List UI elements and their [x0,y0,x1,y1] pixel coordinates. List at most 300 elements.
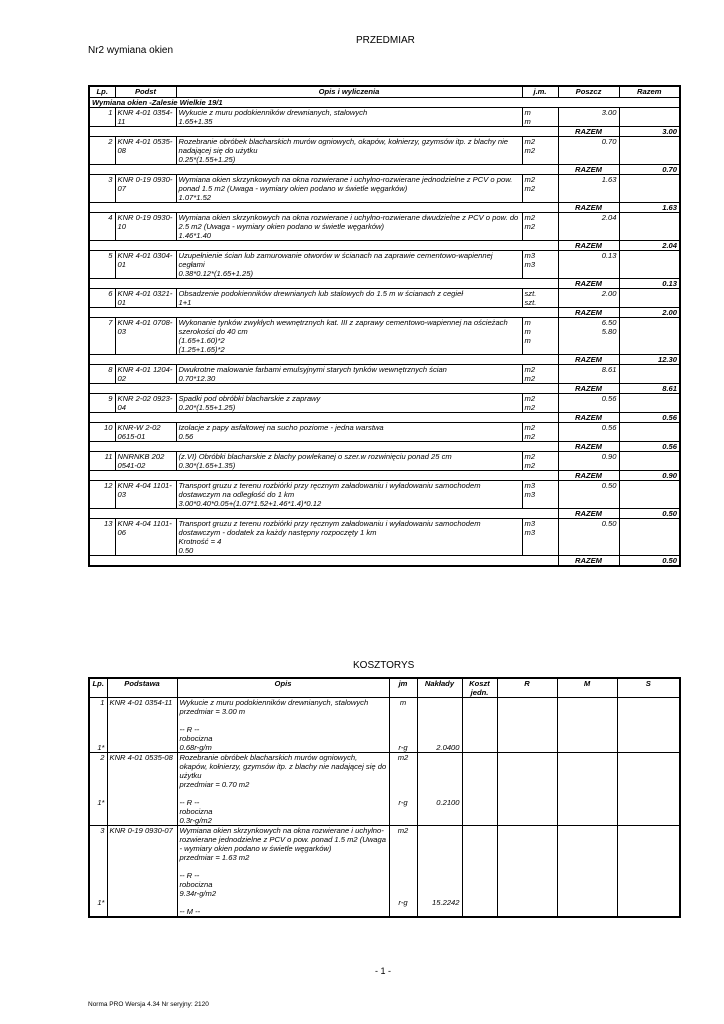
item-lp: 9 [89,394,115,413]
razem-blank [89,308,558,318]
item-desc: Uzupełnienie ścian lub zamurowanie otworów w ścianach na zaprawie cementowo-wapiennej cegłami [178,251,493,269]
k-empty-cell [497,826,557,918]
line-jm: m2 [524,222,536,231]
k-m-head: -- M -- [179,907,201,916]
item-lp: 7 [89,318,115,355]
k-empty-cell [497,698,557,753]
razem-row [89,556,680,567]
spacer [392,835,415,898]
k-col-koszt: Koszt jedn. [462,678,497,698]
razem-row [89,127,680,137]
item-podst: KNR 4-01 0535-08 [115,137,176,165]
item-desc: (z.VI) Obróbki blacharskie z blachy powlekanej o szer.w rozwinięciu ponad 25 cm [178,452,452,461]
k-r-head: -- R -- [179,871,200,880]
k-empty-cell [462,826,497,918]
item-calc: 1.65+1.35 [178,117,213,126]
item-podst: NNRNKB 202 0541-02 [115,452,176,471]
k-col-m: M [557,678,617,698]
spacer [92,835,105,898]
item-calc: 1+1 [178,298,192,307]
razem-blank [89,203,558,213]
item-poszcz-cell [558,318,619,355]
item-jm-cell [522,452,558,471]
k-jm: m2 [397,826,409,835]
item-podst: KNR 0-19 0930-07 [115,175,176,203]
razem-row [89,355,680,365]
k-lp-cell [89,826,107,918]
item-poszcz-cell [558,137,619,165]
razem-row [89,471,680,481]
item-lp: 2 [89,137,115,165]
document-title: PRZEDMIAR [356,35,415,46]
spacer [392,707,415,743]
col-poszcz: Poszcz [558,86,619,98]
item-lp: 6 [89,289,115,308]
k-norm: 0.3r-g/m2 [179,816,212,825]
razem-value: 0.56 [619,442,680,452]
kosztorys-header [89,678,680,698]
razem-label: RAZEM [558,442,619,452]
k-col-r: R [497,678,557,698]
item-jm-cell [522,394,558,413]
line-jm: m3 [524,490,536,499]
col-lp: Lp. [89,86,115,98]
item-lp: 10 [89,423,115,442]
item-opis [176,175,522,203]
k-podst: KNR 0-19 0930-07 [107,826,177,918]
przedmiar-row [89,251,680,279]
k-sublp: 1* [97,743,105,752]
k-przedmiar: przedmiar = 1.63 m2 [179,853,250,862]
item-calc: 0.38*0.12*(1.65+1.25) [178,269,254,278]
item-opis [176,318,522,355]
k-sublp: 1* [97,798,105,807]
item-podst: KNR 4-01 0321-01 [115,289,176,308]
k-opis-cell [177,753,389,826]
k-sublp: 1* [97,898,105,907]
item-lp: 8 [89,365,115,384]
item-podst: KNR 4-04 1101-06 [115,519,176,556]
item-jm: m [524,318,531,327]
razem-row [89,203,680,213]
item-desc: Spadki pod obróbki blacharskie z zaprawy [178,394,321,403]
k-lp: 1 [100,698,105,707]
razem-blank [89,556,558,567]
line-jm: m [524,117,531,126]
k-sub: robocizna [179,734,213,743]
item-poszcz-cell [558,519,619,556]
item-poszcz-cell [558,108,619,127]
item-poszcz-cell [558,452,619,471]
line-jm: m2 [524,374,536,383]
przedmiar-row [89,481,680,509]
k-lp-cell [89,698,107,753]
razem-value: 0.90 [619,471,680,481]
item-jm-cell [522,213,558,241]
razem-value: 2.04 [619,241,680,251]
k-przedmiar: przedmiar = 0.70 m2 [179,780,250,789]
item-calc: 0.50 [178,546,194,555]
page-number: - 1 - [375,966,392,976]
line-val: 2.00 [601,289,617,298]
item-podst: KNR 4-01 0354-11 [115,108,176,127]
item-desc: Wymiana okien skrzynkowych na okna rozwierane i uchylno-rozwierane jednodzielne z PCV o pow. ponad 1.5 m2 (Uwaga - wymiary okien podano w świetle węgarków) [178,175,513,193]
item-razem-empty [619,213,680,241]
item-poszcz-cell [558,481,619,509]
item-razem-empty [619,318,680,355]
k-subjm: r-g [398,743,408,752]
line-jm: m [524,327,531,336]
k-lp: 2 [100,753,105,762]
spacer [92,707,105,743]
item-desc: Wykucie z muru podokienników drewnianych, stalowych [178,108,368,117]
razem-blank [89,279,558,289]
item-razem-empty [619,481,680,509]
item-podst: KNR 0-19 0930-10 [115,213,176,241]
item-jm-cell [522,519,558,556]
przedmiar-row [89,423,680,442]
item-extra: Krotność = 4 [178,537,222,546]
line-val: 0.56 [601,423,617,432]
k-naklad: 15.2242 [432,898,460,907]
line-jm: m3 [524,528,536,537]
razem-row [89,442,680,452]
przedmiar-header [89,86,680,98]
przedmiar-row [89,452,680,471]
item-jm-cell [522,137,558,165]
item-lp: 12 [89,481,115,509]
razem-label: RAZEM [558,355,619,365]
k-naklad-cell [417,826,462,918]
item-opis [176,452,522,471]
razem-value: 2.00 [619,308,680,318]
k-sub: robocizna [179,880,213,889]
razem-blank [89,127,558,137]
item-razem-empty [619,175,680,203]
item-calc: 0.25*(1.55+1.25) [178,155,236,164]
razem-row [89,384,680,394]
item-jm-cell [522,423,558,442]
item-jm: m3 [524,519,536,528]
k-naklad-cell [417,698,462,753]
software-footer: Norma PRO Wersja 4.34 Nr seryjny: 2120 [88,1001,209,1008]
item-lp: 11 [89,452,115,471]
razem-label: RAZEM [558,165,619,175]
razem-value: 8.61 [619,384,680,394]
k-naklad: 2.0400 [436,743,460,752]
item-calc: 1.07*1.52 [178,193,212,202]
k-jm: m2 [397,753,409,762]
spacer [420,826,460,898]
razem-row [89,165,680,175]
k-podst: KNR 4-01 0354-11 [107,698,177,753]
col-opis: Opis i wyliczenia [176,86,522,98]
item-desc: Transport gruzu z terenu rozbiórki przy ręcznym załadowaniu i wyładowaniu samochodem dostawczym na odległość do 1 km [178,481,481,499]
item-calc: 0.56 [178,432,194,441]
item-razem-empty [619,137,680,165]
line-jm: m2 [524,184,536,193]
razem-row [89,509,680,519]
item-calc: (1.65+1.60)*2 [178,336,225,345]
przedmiar-row [89,318,680,355]
item-razem-empty [619,423,680,442]
item-calc: (1.25+1.65)*2 [178,345,225,354]
razem-value: 0.70 [619,165,680,175]
spacer [180,716,387,725]
item-opis [176,108,522,127]
line-val: 6.50 [601,318,617,327]
item-razem-empty [619,251,680,279]
item-desc: Wymiana okien skrzynkowych na okna rozwierane i uchylno-rozwierane dwudzielne z PCV o pow. do 2.5 m2 (Uwaga - wymiary okien podano w świetle węgarków) [178,213,519,231]
item-calc: 0.30*(1.65+1.35) [178,461,236,470]
razem-value: 0.50 [619,509,680,519]
item-opis [176,423,522,442]
line-val: 0.70 [601,137,617,146]
k-opis-cell [177,698,389,753]
item-calc: 0.70*12.30 [178,374,216,383]
k-empty-cell [497,753,557,826]
razem-value: 1.63 [619,203,680,213]
item-poszcz-cell [558,213,619,241]
k-opis-cell [177,826,389,918]
item-lp: 4 [89,213,115,241]
k-empty-cell [617,826,680,918]
item-razem-empty [619,289,680,308]
section-title: Wymiana okien -Zalesie Wielkie 19/1 [89,98,680,108]
razem-label: RAZEM [558,509,619,519]
przedmiar-row [89,137,680,165]
item-podst: KNR 4-01 1204-02 [115,365,176,384]
k-empty-cell [617,753,680,826]
kosztorys-table [88,677,681,918]
razem-blank [89,165,558,175]
razem-label: RAZEM [558,308,619,318]
item-poszcz-cell [558,423,619,442]
przedmiar-row [89,108,680,127]
razem-value: 12.30 [619,355,680,365]
item-jm-cell [522,251,558,279]
k-podst: KNR 4-01 0535-08 [107,753,177,826]
razem-value: 0.50 [619,556,680,567]
item-jm-cell [522,481,558,509]
item-lp: 5 [89,251,115,279]
item-jm: m2 [524,365,536,374]
item-jm-cell [522,289,558,308]
line-jm: m2 [524,403,536,412]
col-razem: Razem [619,86,680,98]
line-val: 2.04 [601,213,617,222]
line-jm: szt. [524,298,537,307]
k-jm-cell [389,826,417,918]
item-calc: 0.20*(1.55+1.25) [178,403,236,412]
spacer [420,698,460,743]
line-val: 5.80 [601,327,617,336]
item-desc: Wykonanie tynków zwykłych wewnętrznych kat. III z zaprawy cementowo-wapiennej na ościeżach szerokości do 40 cm [178,318,508,336]
razem-label: RAZEM [558,127,619,137]
k-norm: 0.68r-g/m [179,743,212,752]
col-jm: j.m. [522,86,558,98]
k-naklad-cell [417,753,462,826]
item-jm-cell [522,108,558,127]
k-naklad: 0.2100 [436,798,460,807]
kosztorys-row [89,826,680,918]
k-empty-cell [617,698,680,753]
razem-label: RAZEM [558,556,619,567]
spacer [180,862,387,871]
item-razem-empty [619,108,680,127]
line-val: 0.90 [601,452,617,461]
razem-blank [89,471,558,481]
k-opis: Wykucie z muru podokienników drewnianych, stalowych [179,698,369,707]
line-jm: m2 [524,146,536,155]
k-subjm: r-g [398,798,408,807]
line-val: 3.00 [601,108,617,117]
k-col-lp: Lp. [89,678,107,698]
k-sub: robocizna [179,807,213,816]
item-opis [176,481,522,509]
razem-row [89,279,680,289]
line-val: 0.50 [601,481,617,490]
line-val: 0.50 [601,519,617,528]
razem-blank [89,442,558,452]
k-col-s: S [617,678,680,698]
item-jm: szt. [524,289,537,298]
razem-label: RAZEM [558,279,619,289]
item-podst: KNR-W 2-02 0615-01 [115,423,176,442]
k-col-opis: Opis [177,678,389,698]
item-jm: m2 [524,213,536,222]
item-opis [176,519,522,556]
k-col-jm: jm [389,678,417,698]
k-empty-cell [557,753,617,826]
item-poszcz-cell [558,365,619,384]
item-lp: 3 [89,175,115,203]
k-norm: 9.34r-g/m2 [179,889,217,898]
line-jm: m3 [524,260,536,269]
item-desc: Izolacje z papy asfaltowej na sucho poziome - jedna warstwa [178,423,384,432]
k-przedmiar: przedmiar = 3.00 m [179,707,246,716]
k-jm-cell [389,753,417,826]
razem-label: RAZEM [558,471,619,481]
razem-value: 3.00 [619,127,680,137]
razem-row [89,241,680,251]
item-jm: m2 [524,394,536,403]
item-jm: m2 [524,452,536,461]
item-jm: m2 [524,175,536,184]
k-empty-cell [557,826,617,918]
kosztorys-row [89,698,680,753]
k-r-head: -- R -- [179,798,200,807]
item-calc: 1.46*1.40 [178,231,212,240]
line-jm: m2 [524,461,536,470]
k-jm-cell [389,698,417,753]
k-col-podstawa: Podstawa [107,678,177,698]
razem-value: 0.13 [619,279,680,289]
item-opis [176,365,522,384]
item-lp: 1 [89,108,115,127]
item-podst: KNR 4-01 0708-03 [115,318,176,355]
item-opis [176,213,522,241]
item-poszcz-cell [558,394,619,413]
razem-row [89,413,680,423]
spacer [92,762,105,798]
k-empty-cell [557,698,617,753]
razem-blank [89,355,558,365]
item-razem-empty [619,452,680,471]
k-subjm: r-g [398,898,408,907]
razem-label: RAZEM [558,203,619,213]
line-jm: m [524,336,531,345]
razem-blank [89,241,558,251]
razem-blank [89,384,558,394]
przedmiar-row [89,213,680,241]
item-jm: m3 [524,481,536,490]
line-val: 1.63 [601,175,617,184]
przedmiar-row [89,394,680,413]
k-r-head: -- R -- [179,725,200,734]
item-podst: KNR 2-02 0923-04 [115,394,176,413]
razem-row [89,308,680,318]
kosztorys-title: KOSZTORYS [353,660,415,671]
k-opis: Rozebranie obróbek blacharskich murów ogniowych, okapów, kołnierzy, gzymsów itp. z blachy nie nadającej się do użytku [179,753,387,780]
razem-blank [89,509,558,519]
razem-label: RAZEM [558,413,619,423]
spacer [420,753,460,798]
item-podst: KNR 4-04 1101-03 [115,481,176,509]
item-opis [176,137,522,165]
przedmiar-table [88,85,681,567]
razem-label: RAZEM [558,384,619,394]
line-val: 8.61 [601,365,617,374]
item-razem-empty [619,365,680,384]
item-jm: m2 [524,423,536,432]
k-jm: m [399,698,407,707]
item-razem-empty [619,394,680,413]
item-poszcz-cell [558,289,619,308]
item-desc: Obsadzenie podokienników drewnianych lub stalowych do 1.5 m w ścianach z cegieł [178,289,464,298]
k-opis: Wymiana okien skrzynkowych na okna rozwierane i uchylno-rozwierane jednodzielne z PCV o pow. ponad 1.5 m2 (Uwaga - wymiary okien podano w świetle węgarków) [179,826,386,853]
line-val: 0.56 [601,394,617,403]
k-lp: 3 [100,826,105,835]
line-val: 0.13 [601,251,617,260]
kosztorys-row [89,753,680,826]
spacer [180,898,387,907]
item-poszcz-cell [558,175,619,203]
spacer [392,762,415,798]
przedmiar-row [89,289,680,308]
k-lp-cell [89,753,107,826]
item-jm: m [524,108,531,117]
spacer [180,789,387,798]
item-razem-empty [619,519,680,556]
item-desc: Rozebranie obróbek blacharskich murów ogniowych, okapów, kołnierzy, gzymsów itp. z blachy nie nadającej się do użytku [178,137,509,155]
k-col-naklady: Nakłady [417,678,462,698]
k-empty-cell [462,753,497,826]
przedmiar-row [89,519,680,556]
item-poszcz-cell [558,251,619,279]
razem-blank [89,413,558,423]
item-desc: Dwukrotne malowanie farbami emulsyjnymi starych tynków wewnętrznych ścian [178,365,447,374]
item-jm-cell [522,175,558,203]
item-podst: KNR 4-01 0304-01 [115,251,176,279]
item-lp: 13 [89,519,115,556]
document-subtitle: Nr2 wymiana okien [88,45,174,56]
line-jm: m2 [524,432,536,441]
k-empty-cell [462,698,497,753]
item-jm-cell [522,365,558,384]
item-opis [176,289,522,308]
razem-label: RAZEM [558,241,619,251]
